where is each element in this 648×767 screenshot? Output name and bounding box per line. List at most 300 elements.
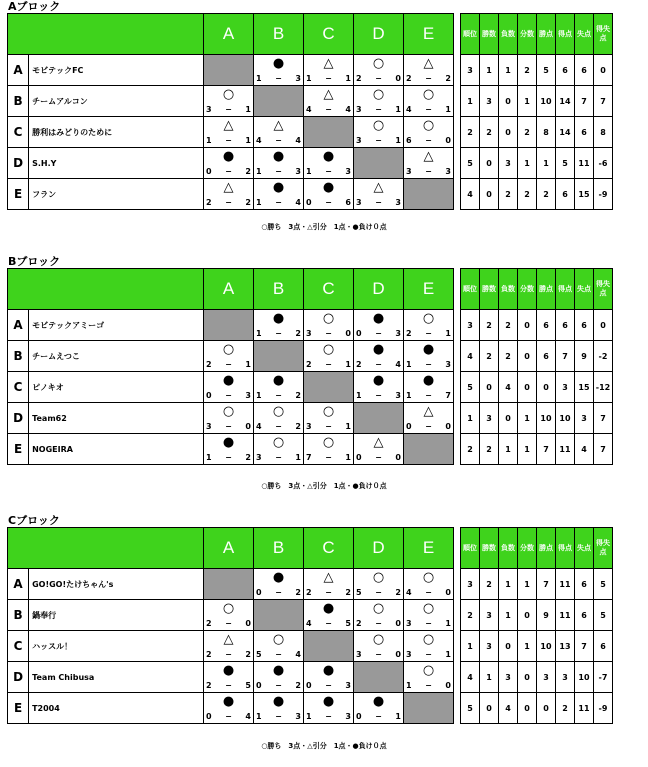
- stat-value: 0: [518, 693, 537, 724]
- score-dash: −: [275, 136, 282, 145]
- score-own: 2: [306, 360, 312, 369]
- score-own: 2: [206, 681, 212, 690]
- stat-value: 2: [518, 179, 537, 210]
- result-cell: [204, 600, 254, 631]
- stat-value: 7: [556, 341, 575, 372]
- stat-value: 1: [499, 434, 518, 465]
- score-opponent: 3: [345, 167, 351, 176]
- stat-value: 2: [461, 434, 480, 465]
- stat-value: 3: [499, 148, 518, 179]
- result-cell: [404, 341, 454, 372]
- score: [206, 167, 251, 177]
- score-dash: −: [225, 422, 232, 431]
- result-mark: ○: [222, 601, 235, 616]
- score-opponent: 2: [245, 167, 251, 176]
- stat-value: 7: [594, 434, 613, 465]
- score: [256, 329, 301, 339]
- stat-value: 4: [461, 662, 480, 693]
- result-mark: ●: [372, 342, 385, 357]
- result-cell: [354, 117, 404, 148]
- spacer: [454, 600, 461, 631]
- result-mark: ●: [272, 663, 285, 678]
- self-match-cell: [404, 693, 454, 724]
- score-opponent: 3: [395, 391, 401, 400]
- result-cell: [254, 117, 304, 148]
- result-cell: [204, 372, 254, 403]
- stat-value: 5: [556, 148, 575, 179]
- result-mark: ○: [272, 404, 285, 419]
- score-opponent: 0: [395, 74, 401, 83]
- score-opponent: 1: [395, 105, 401, 114]
- result-cell: [354, 310, 404, 341]
- score-own: 1: [306, 74, 312, 83]
- score: [306, 198, 351, 208]
- result-mark: △: [423, 149, 434, 164]
- table-row: [8, 600, 613, 631]
- stat-value: 9: [537, 600, 556, 631]
- stat-value: 1: [480, 662, 499, 693]
- result-cell: [304, 693, 354, 724]
- score-dash: −: [275, 588, 282, 597]
- result-cell: [404, 86, 454, 117]
- score-own: 2: [406, 74, 412, 83]
- result-mark: ○: [272, 632, 285, 647]
- score-dash: −: [325, 329, 332, 338]
- team-name: チームえつこ: [29, 341, 204, 372]
- score-opponent: 1: [445, 650, 451, 659]
- team-name: モビテックFC: [29, 55, 204, 86]
- score-opponent: 3: [445, 360, 451, 369]
- result-mark: ○: [222, 342, 235, 357]
- column-header-d: D: [354, 14, 404, 55]
- stat-value: 2: [499, 341, 518, 372]
- score-opponent: 2: [295, 588, 301, 597]
- score-opponent: 2: [295, 681, 301, 690]
- score: [256, 453, 301, 463]
- score-own: 0: [406, 422, 412, 431]
- score-opponent: 4: [395, 360, 401, 369]
- stat-value: 2: [518, 117, 537, 148]
- score-own: 4: [406, 105, 412, 114]
- score-own: 4: [256, 136, 262, 145]
- spacer: [454, 372, 461, 403]
- spacer: [454, 631, 461, 662]
- stat-value: 3: [480, 631, 499, 662]
- score-own: 0: [306, 198, 312, 207]
- score-own: 1: [206, 136, 212, 145]
- score-own: 4: [306, 619, 312, 628]
- result-cell: [204, 117, 254, 148]
- table-row: [8, 179, 613, 210]
- result-cell: [404, 631, 454, 662]
- result-mark: ●: [372, 694, 385, 709]
- row-letter: A: [8, 55, 29, 86]
- stat-value: 3: [499, 662, 518, 693]
- result-mark: ○: [322, 435, 335, 450]
- score-dash: −: [225, 681, 232, 690]
- spacer: [454, 269, 461, 310]
- stat-value: 2: [461, 117, 480, 148]
- stat-value: 14: [556, 86, 575, 117]
- stat-value: 0: [499, 631, 518, 662]
- score-dash: −: [425, 360, 432, 369]
- score: [356, 105, 401, 115]
- result-cell: [304, 403, 354, 434]
- result-mark: ●: [222, 373, 235, 388]
- score-own: 2: [406, 329, 412, 338]
- self-match-cell: [404, 179, 454, 210]
- score-dash: −: [375, 329, 382, 338]
- block-title: Aブロック: [8, 0, 61, 13]
- score-own: 3: [306, 422, 312, 431]
- result-mark: ●: [322, 663, 335, 678]
- stat-value: 0: [518, 662, 537, 693]
- column-header-b: B: [254, 14, 304, 55]
- self-match-cell: [304, 117, 354, 148]
- stat-value: 1: [518, 148, 537, 179]
- score-own: 0: [256, 588, 262, 597]
- stat-header: 得失点: [594, 14, 613, 55]
- score-opponent: 4: [245, 712, 251, 721]
- score-opponent: 2: [345, 588, 351, 597]
- stat-value: 0: [518, 600, 537, 631]
- score-dash: −: [325, 453, 332, 462]
- score: [206, 712, 251, 722]
- score: [406, 167, 451, 177]
- score-own: 7: [306, 453, 312, 462]
- stat-header: 勝点: [537, 528, 556, 569]
- stat-header: 勝数: [480, 14, 499, 55]
- stat-value: 6: [594, 631, 613, 662]
- score: [306, 681, 351, 691]
- stat-value: 1: [518, 403, 537, 434]
- stat-value: 3: [480, 600, 499, 631]
- stat-value: 7: [575, 86, 594, 117]
- result-cell: [354, 600, 404, 631]
- result-cell: [304, 434, 354, 465]
- team-name: T2004: [29, 693, 204, 724]
- standings-table: [7, 268, 613, 465]
- spacer: [454, 86, 461, 117]
- result-mark: △: [423, 56, 434, 71]
- stat-value: 6: [575, 600, 594, 631]
- spacer: [454, 434, 461, 465]
- stat-value: 11: [556, 600, 575, 631]
- spacer: [454, 341, 461, 372]
- stat-value: 6: [575, 310, 594, 341]
- score-own: 4: [256, 422, 262, 431]
- row-letter: A: [8, 310, 29, 341]
- stat-header: 勝点: [537, 269, 556, 310]
- stat-value: 0: [480, 179, 499, 210]
- self-match-cell: [354, 148, 404, 179]
- score-dash: −: [225, 105, 232, 114]
- stat-header: 順位: [461, 528, 480, 569]
- score-opponent: 3: [395, 198, 401, 207]
- result-cell: [354, 341, 404, 372]
- score-dash: −: [325, 422, 332, 431]
- header-blank: [8, 14, 204, 55]
- stat-header: 勝数: [480, 269, 499, 310]
- result-cell: [254, 569, 304, 600]
- stat-value: 9: [575, 341, 594, 372]
- row-letter: D: [8, 403, 29, 434]
- stat-value: 1: [499, 569, 518, 600]
- result-cell: [304, 148, 354, 179]
- table-row: [8, 310, 613, 341]
- score-own: 6: [406, 136, 412, 145]
- score-own: 1: [206, 453, 212, 462]
- score-own: 2: [206, 198, 212, 207]
- score: [256, 198, 301, 208]
- score-own: 1: [356, 391, 362, 400]
- score-dash: −: [225, 198, 232, 207]
- result-cell: [204, 86, 254, 117]
- score-dash: −: [275, 391, 282, 400]
- score-own: 1: [256, 74, 262, 83]
- score: [406, 360, 451, 370]
- stat-value: 10: [537, 403, 556, 434]
- score-dash: −: [375, 136, 382, 145]
- result-cell: [254, 55, 304, 86]
- score-opponent: 1: [395, 712, 401, 721]
- stat-value: 6: [575, 117, 594, 148]
- spacer: [454, 14, 461, 55]
- table-row: [8, 403, 613, 434]
- spacer: [454, 310, 461, 341]
- result-mark: ○: [422, 601, 435, 616]
- stat-value: 6: [537, 341, 556, 372]
- result-cell: [254, 372, 304, 403]
- result-mark: ○: [372, 601, 385, 616]
- stat-value: 5: [461, 693, 480, 724]
- stat-value: 11: [556, 434, 575, 465]
- row-letter: B: [8, 86, 29, 117]
- score-opponent: 0: [395, 619, 401, 628]
- score-dash: −: [425, 74, 432, 83]
- stat-value: 3: [480, 403, 499, 434]
- score-dash: −: [275, 329, 282, 338]
- score-own: 1: [256, 391, 262, 400]
- stat-value: 6: [537, 310, 556, 341]
- table-row: [8, 117, 613, 148]
- score-dash: −: [425, 167, 432, 176]
- result-mark: ○: [322, 311, 335, 326]
- score: [306, 453, 351, 463]
- spacer: [454, 403, 461, 434]
- stat-value: 10: [575, 662, 594, 693]
- score-opponent: 1: [345, 360, 351, 369]
- score-dash: −: [375, 391, 382, 400]
- stat-value: 5: [461, 148, 480, 179]
- result-mark: △: [423, 404, 434, 419]
- score-dash: −: [425, 391, 432, 400]
- score-dash: −: [275, 712, 282, 721]
- stat-value: 10: [556, 403, 575, 434]
- stat-header: 負数: [499, 14, 518, 55]
- row-letter: C: [8, 372, 29, 403]
- spacer: [454, 117, 461, 148]
- stat-value: -2: [594, 341, 613, 372]
- result-mark: ○: [422, 632, 435, 647]
- score-own: 5: [256, 650, 262, 659]
- result-cell: [204, 341, 254, 372]
- score-opponent: 2: [245, 650, 251, 659]
- header-blank: [8, 528, 204, 569]
- score-own: 3: [306, 329, 312, 338]
- stat-value: -6: [594, 148, 613, 179]
- stat-header: 勝数: [480, 528, 499, 569]
- score-dash: −: [325, 167, 332, 176]
- score: [356, 712, 401, 722]
- result-mark: △: [223, 180, 234, 195]
- result-mark: ○: [222, 87, 235, 102]
- result-mark: ●: [272, 149, 285, 164]
- score: [306, 105, 351, 115]
- result-mark: ●: [422, 373, 435, 388]
- score: [306, 619, 351, 629]
- score-opponent: 1: [245, 136, 251, 145]
- result-cell: [354, 86, 404, 117]
- score-dash: −: [425, 329, 432, 338]
- result-cell: [304, 179, 354, 210]
- score-dash: −: [375, 650, 382, 659]
- result-mark: ○: [372, 118, 385, 133]
- team-name: Team Chibusa: [29, 662, 204, 693]
- result-mark: ○: [372, 570, 385, 585]
- score-dash: −: [225, 650, 232, 659]
- result-cell: [304, 600, 354, 631]
- stat-value: 2: [480, 341, 499, 372]
- score-dash: −: [325, 619, 332, 628]
- stat-header: 分数: [518, 269, 537, 310]
- row-letter: C: [8, 631, 29, 662]
- stat-value: 2: [480, 434, 499, 465]
- result-mark: ●: [272, 56, 285, 71]
- legend: ○勝ち 3点・△引分 1点・●負け０点: [261, 223, 387, 231]
- stat-value: 2: [499, 179, 518, 210]
- result-cell: [354, 179, 404, 210]
- score: [256, 712, 301, 722]
- self-match-cell: [254, 600, 304, 631]
- score-opponent: 1: [245, 360, 251, 369]
- stat-value: 6: [556, 55, 575, 86]
- result-mark: ●: [272, 373, 285, 388]
- stat-value: 1: [461, 631, 480, 662]
- team-name: Team62: [29, 403, 204, 434]
- block-title: Bブロック: [8, 255, 61, 268]
- stat-value: 2: [499, 310, 518, 341]
- score-own: 3: [356, 136, 362, 145]
- score: [256, 422, 301, 432]
- score: [356, 74, 401, 84]
- stat-value: 1: [518, 86, 537, 117]
- column-header-b: B: [254, 269, 304, 310]
- stat-value: 5: [461, 372, 480, 403]
- team-name: ハッスル！: [29, 631, 204, 662]
- result-mark: △: [323, 56, 334, 71]
- score: [206, 105, 251, 115]
- result-cell: [404, 403, 454, 434]
- result-mark: △: [223, 632, 234, 647]
- score: [406, 391, 451, 401]
- score: [206, 391, 251, 401]
- score-dash: −: [325, 360, 332, 369]
- score-own: 1: [256, 198, 262, 207]
- result-cell: [354, 55, 404, 86]
- stat-value: 0: [499, 403, 518, 434]
- stat-value: 2: [480, 117, 499, 148]
- table-row: [8, 631, 613, 662]
- score-own: 2: [206, 360, 212, 369]
- score-dash: −: [425, 681, 432, 690]
- stat-value: 10: [537, 86, 556, 117]
- self-match-cell: [354, 662, 404, 693]
- result-mark: ○: [272, 435, 285, 450]
- spacer: [454, 528, 461, 569]
- score-own: 1: [306, 167, 312, 176]
- stat-header: 勝点: [537, 14, 556, 55]
- result-mark: ●: [272, 570, 285, 585]
- legend: ○勝ち 3点・△引分 1点・●負け０点: [261, 482, 387, 490]
- stat-value: 2: [480, 569, 499, 600]
- score-own: 3: [206, 105, 212, 114]
- score-own: 3: [356, 198, 362, 207]
- stat-value: 11: [575, 148, 594, 179]
- result-mark: ●: [322, 180, 335, 195]
- result-cell: [254, 662, 304, 693]
- column-header-a: A: [204, 269, 254, 310]
- row-letter: D: [8, 662, 29, 693]
- score-opponent: 7: [445, 391, 451, 400]
- stat-value: -9: [594, 693, 613, 724]
- score: [356, 619, 401, 629]
- score: [406, 588, 451, 598]
- stat-header: 分数: [518, 528, 537, 569]
- row-letter: C: [8, 117, 29, 148]
- result-cell: [254, 179, 304, 210]
- score-dash: −: [325, 681, 332, 690]
- result-mark: ○: [422, 663, 435, 678]
- score-dash: −: [425, 588, 432, 597]
- stat-value: 3: [537, 662, 556, 693]
- stat-value: 4: [575, 434, 594, 465]
- stat-value: 0: [594, 310, 613, 341]
- stat-value: 6: [575, 55, 594, 86]
- stat-header: 分数: [518, 14, 537, 55]
- score-own: 1: [256, 329, 262, 338]
- stat-value: 0: [518, 341, 537, 372]
- score-own: 3: [356, 650, 362, 659]
- stat-value: 1: [480, 55, 499, 86]
- spacer: [454, 179, 461, 210]
- score-own: 1: [306, 712, 312, 721]
- self-match-cell: [254, 341, 304, 372]
- score-opponent: 4: [295, 136, 301, 145]
- score: [256, 167, 301, 177]
- score-own: 1: [256, 167, 262, 176]
- self-match-cell: [204, 569, 254, 600]
- score: [256, 588, 301, 598]
- result-mark: ●: [372, 311, 385, 326]
- result-mark: △: [323, 87, 334, 102]
- score-own: 1: [406, 360, 412, 369]
- result-mark: ●: [272, 180, 285, 195]
- score-dash: −: [225, 712, 232, 721]
- score-opponent: 1: [395, 136, 401, 145]
- result-cell: [254, 693, 304, 724]
- stat-header: 得点: [556, 14, 575, 55]
